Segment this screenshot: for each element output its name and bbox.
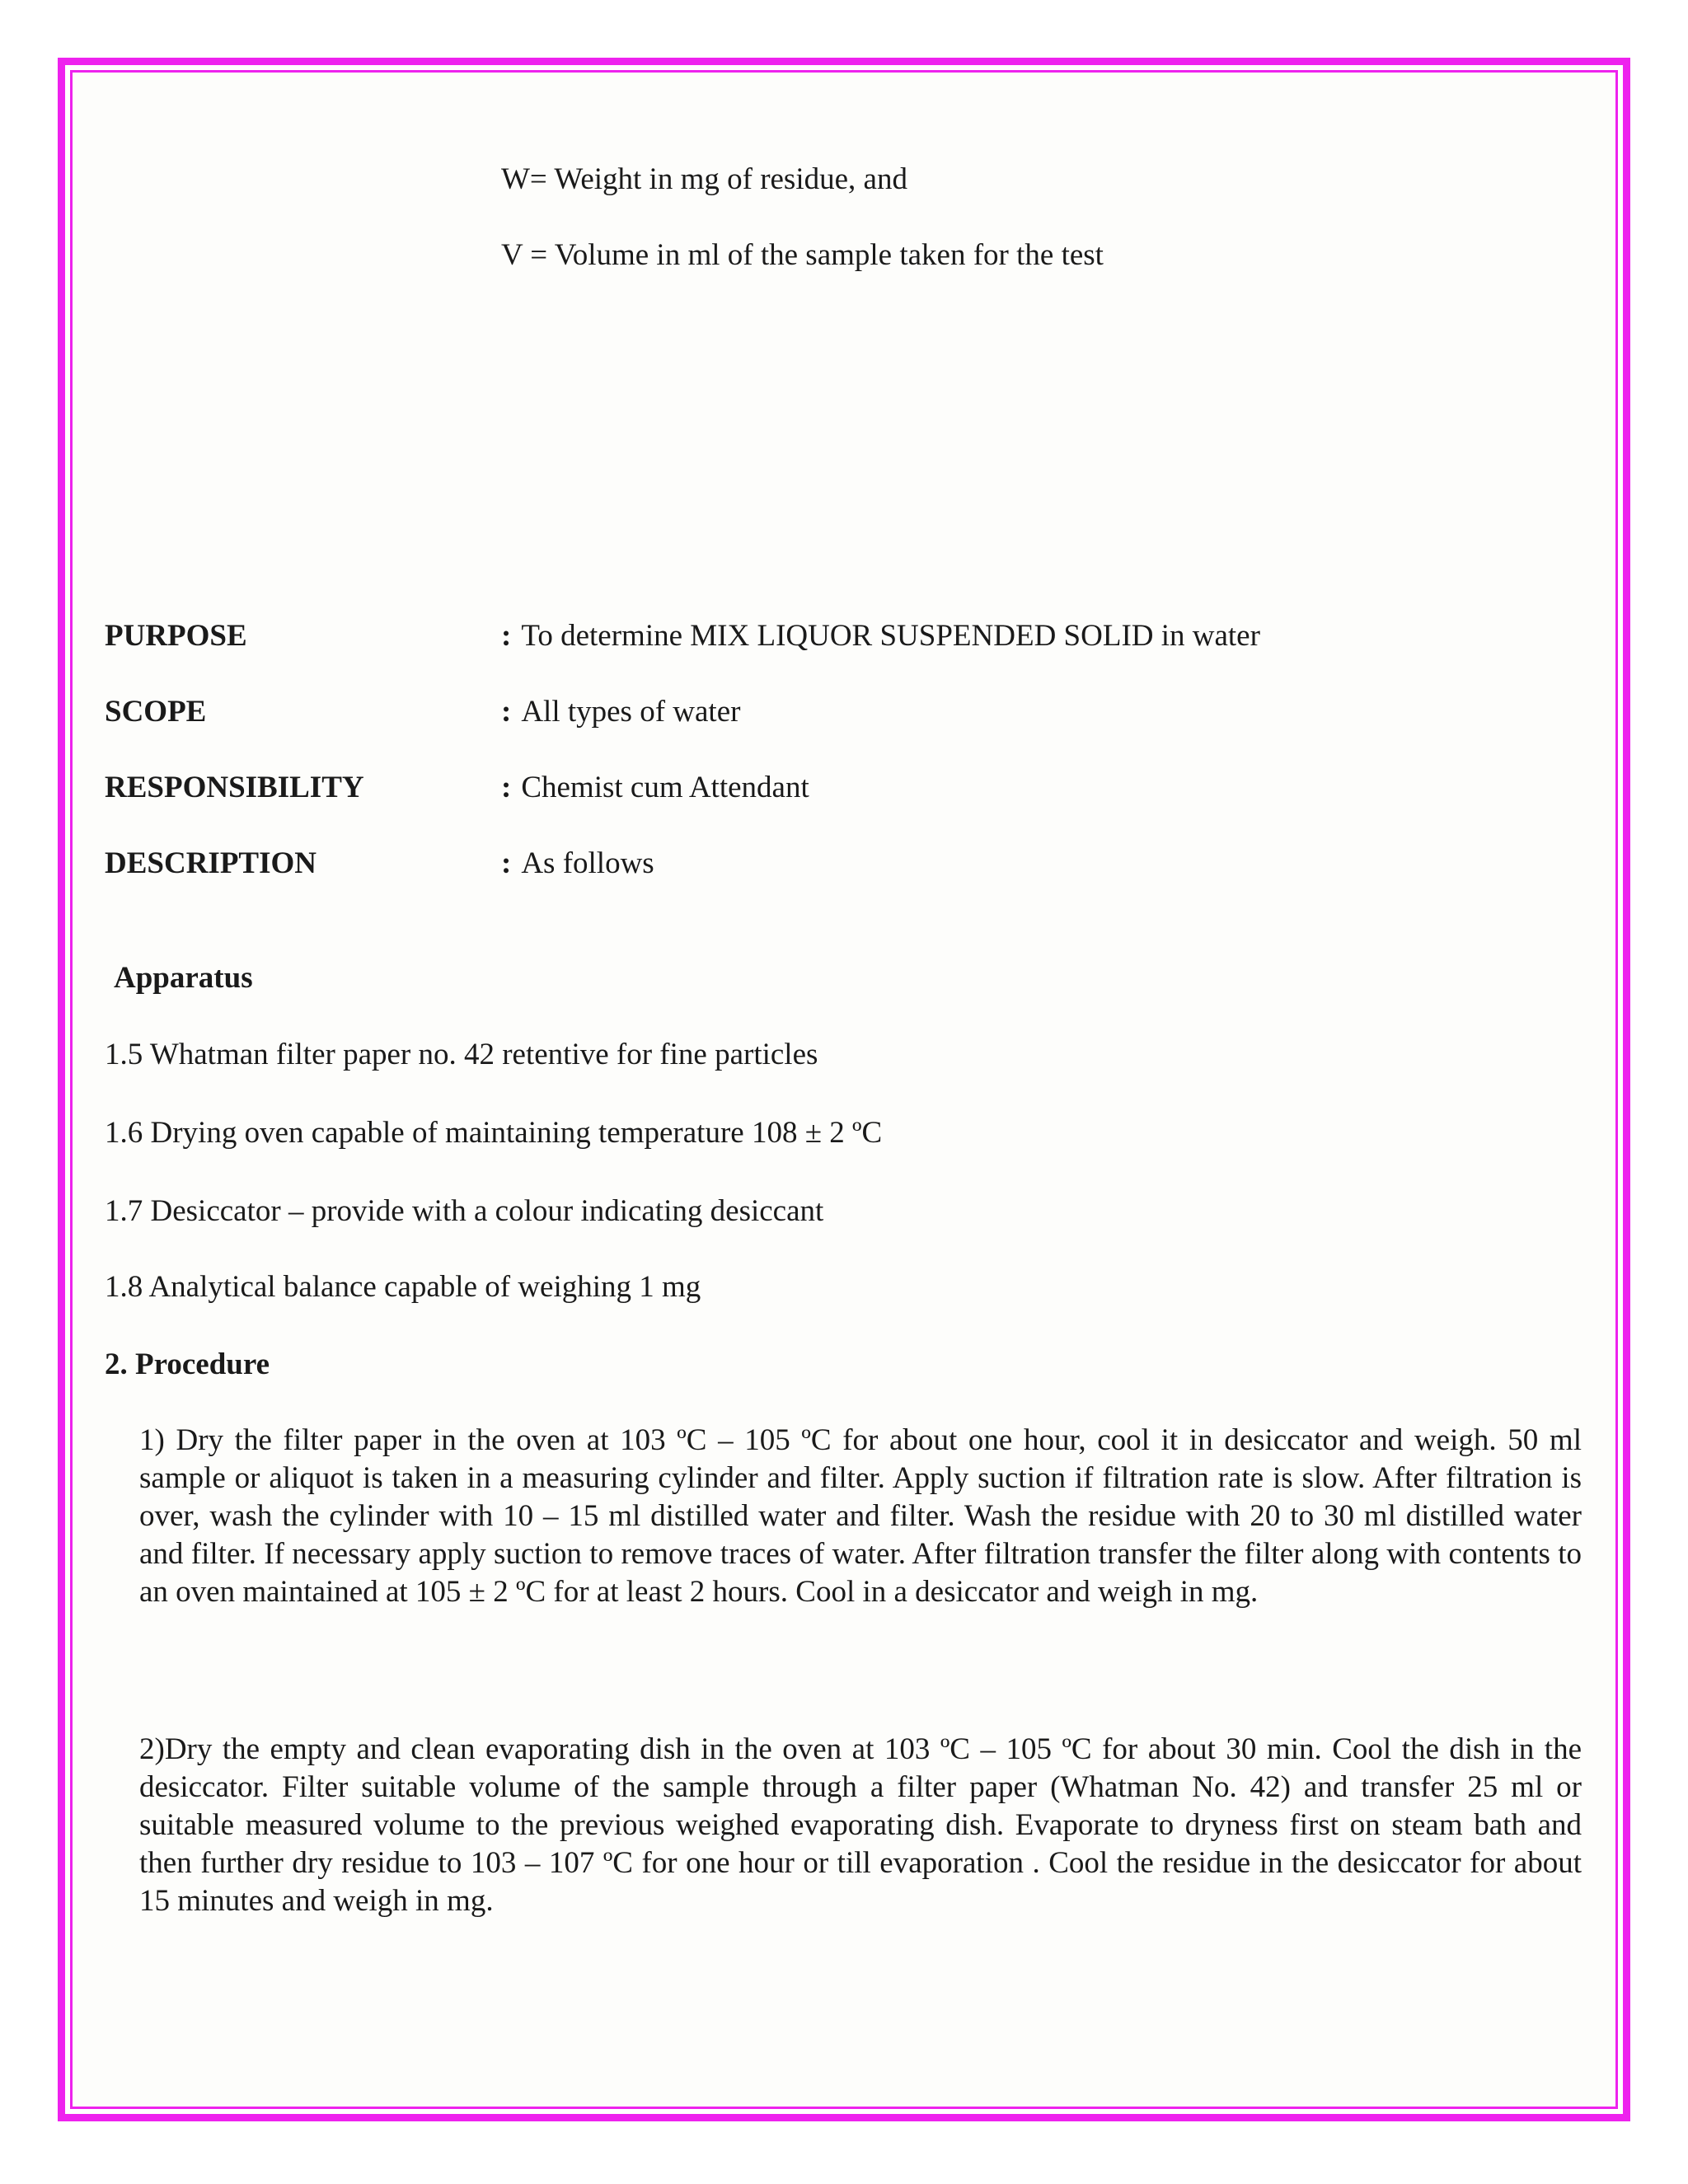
apparatus-item: 1.5 Whatman filter paper no. 42 retentive for fine particles [105,1038,818,1071]
field-value-description [501,846,654,882]
field-label-description: DESCRIPTION [105,846,316,880]
field-value-text: As follows [521,846,654,880]
procedure-heading: 2. Procedure [105,1347,270,1381]
field-label-responsibility: RESPONSIBILITY [105,771,364,804]
apparatus-item: 1.8 Analytical balance capable of weighing 1 mg [105,1270,701,1304]
procedure-step-1: 1) Dry the filter paper in the oven at 103 ºC – 105 ºC for about one hour, cool it in desiccator and weigh. 50 ml sample or aliquot is taken in a measuring cylinder and filter. Apply suction if filtration rate is slow. After filtration is over, wash the cylinder with 10 – 15 ml distilled water and filter. Wash the residue with 20 to 30 ml distilled water and filter. If necessary apply suction to remove traces of water. After filtration transfer the filter along with contents to an oven maintained at 105 ± 2 ºC for at least 2 hours. Cool in a desiccator and weigh in mg. [139,1423,1582,1609]
apparatus-heading: Apparatus [114,961,253,995]
field-colon: : [501,846,512,880]
field-value-responsibility [501,770,809,806]
field-label-scope: SCOPE [105,695,207,729]
field-value-text: To determine MIX LIQUOR SUSPENDED SOLID in water [521,619,1260,653]
apparatus-item: 1.6 Drying oven capable of maintaining temperature 108 ± 2 ºC [105,1116,883,1150]
field-colon: : [501,619,512,653]
definition-w: W= Weight in mg of residue, and [501,162,907,196]
apparatus-item: 1.7 Desiccator – provide with a colour indicating desiccant [105,1194,824,1228]
field-colon: : [501,695,512,729]
field-colon: : [501,771,512,804]
definition-v: V = Volume in ml of the sample taken for the test [501,238,1104,272]
field-value-text: All types of water [521,695,741,729]
field-value-text: Chemist cum Attendant [521,771,809,804]
procedure-step-2: 2)Dry the empty and clean evaporating dish in the oven at 103 ºC – 105 ºC for about 30 min. Cool the dish in the desiccator. Filter suitable volume of the sample through a filter paper (Whatman No. 42) and transfer 25 ml or suitable measured volume to the previous weighed evaporating dish. Evaporate to dryness first on steam bath and then further dry residue to 103 – 107 ºC for one hour or till evaporation . Cool the residue in the desiccator for about 15 minutes and weigh in mg. [139,1732,1582,1918]
field-value-purpose [501,618,1260,654]
field-value-scope [501,694,740,730]
field-label-purpose: PURPOSE [105,619,247,653]
